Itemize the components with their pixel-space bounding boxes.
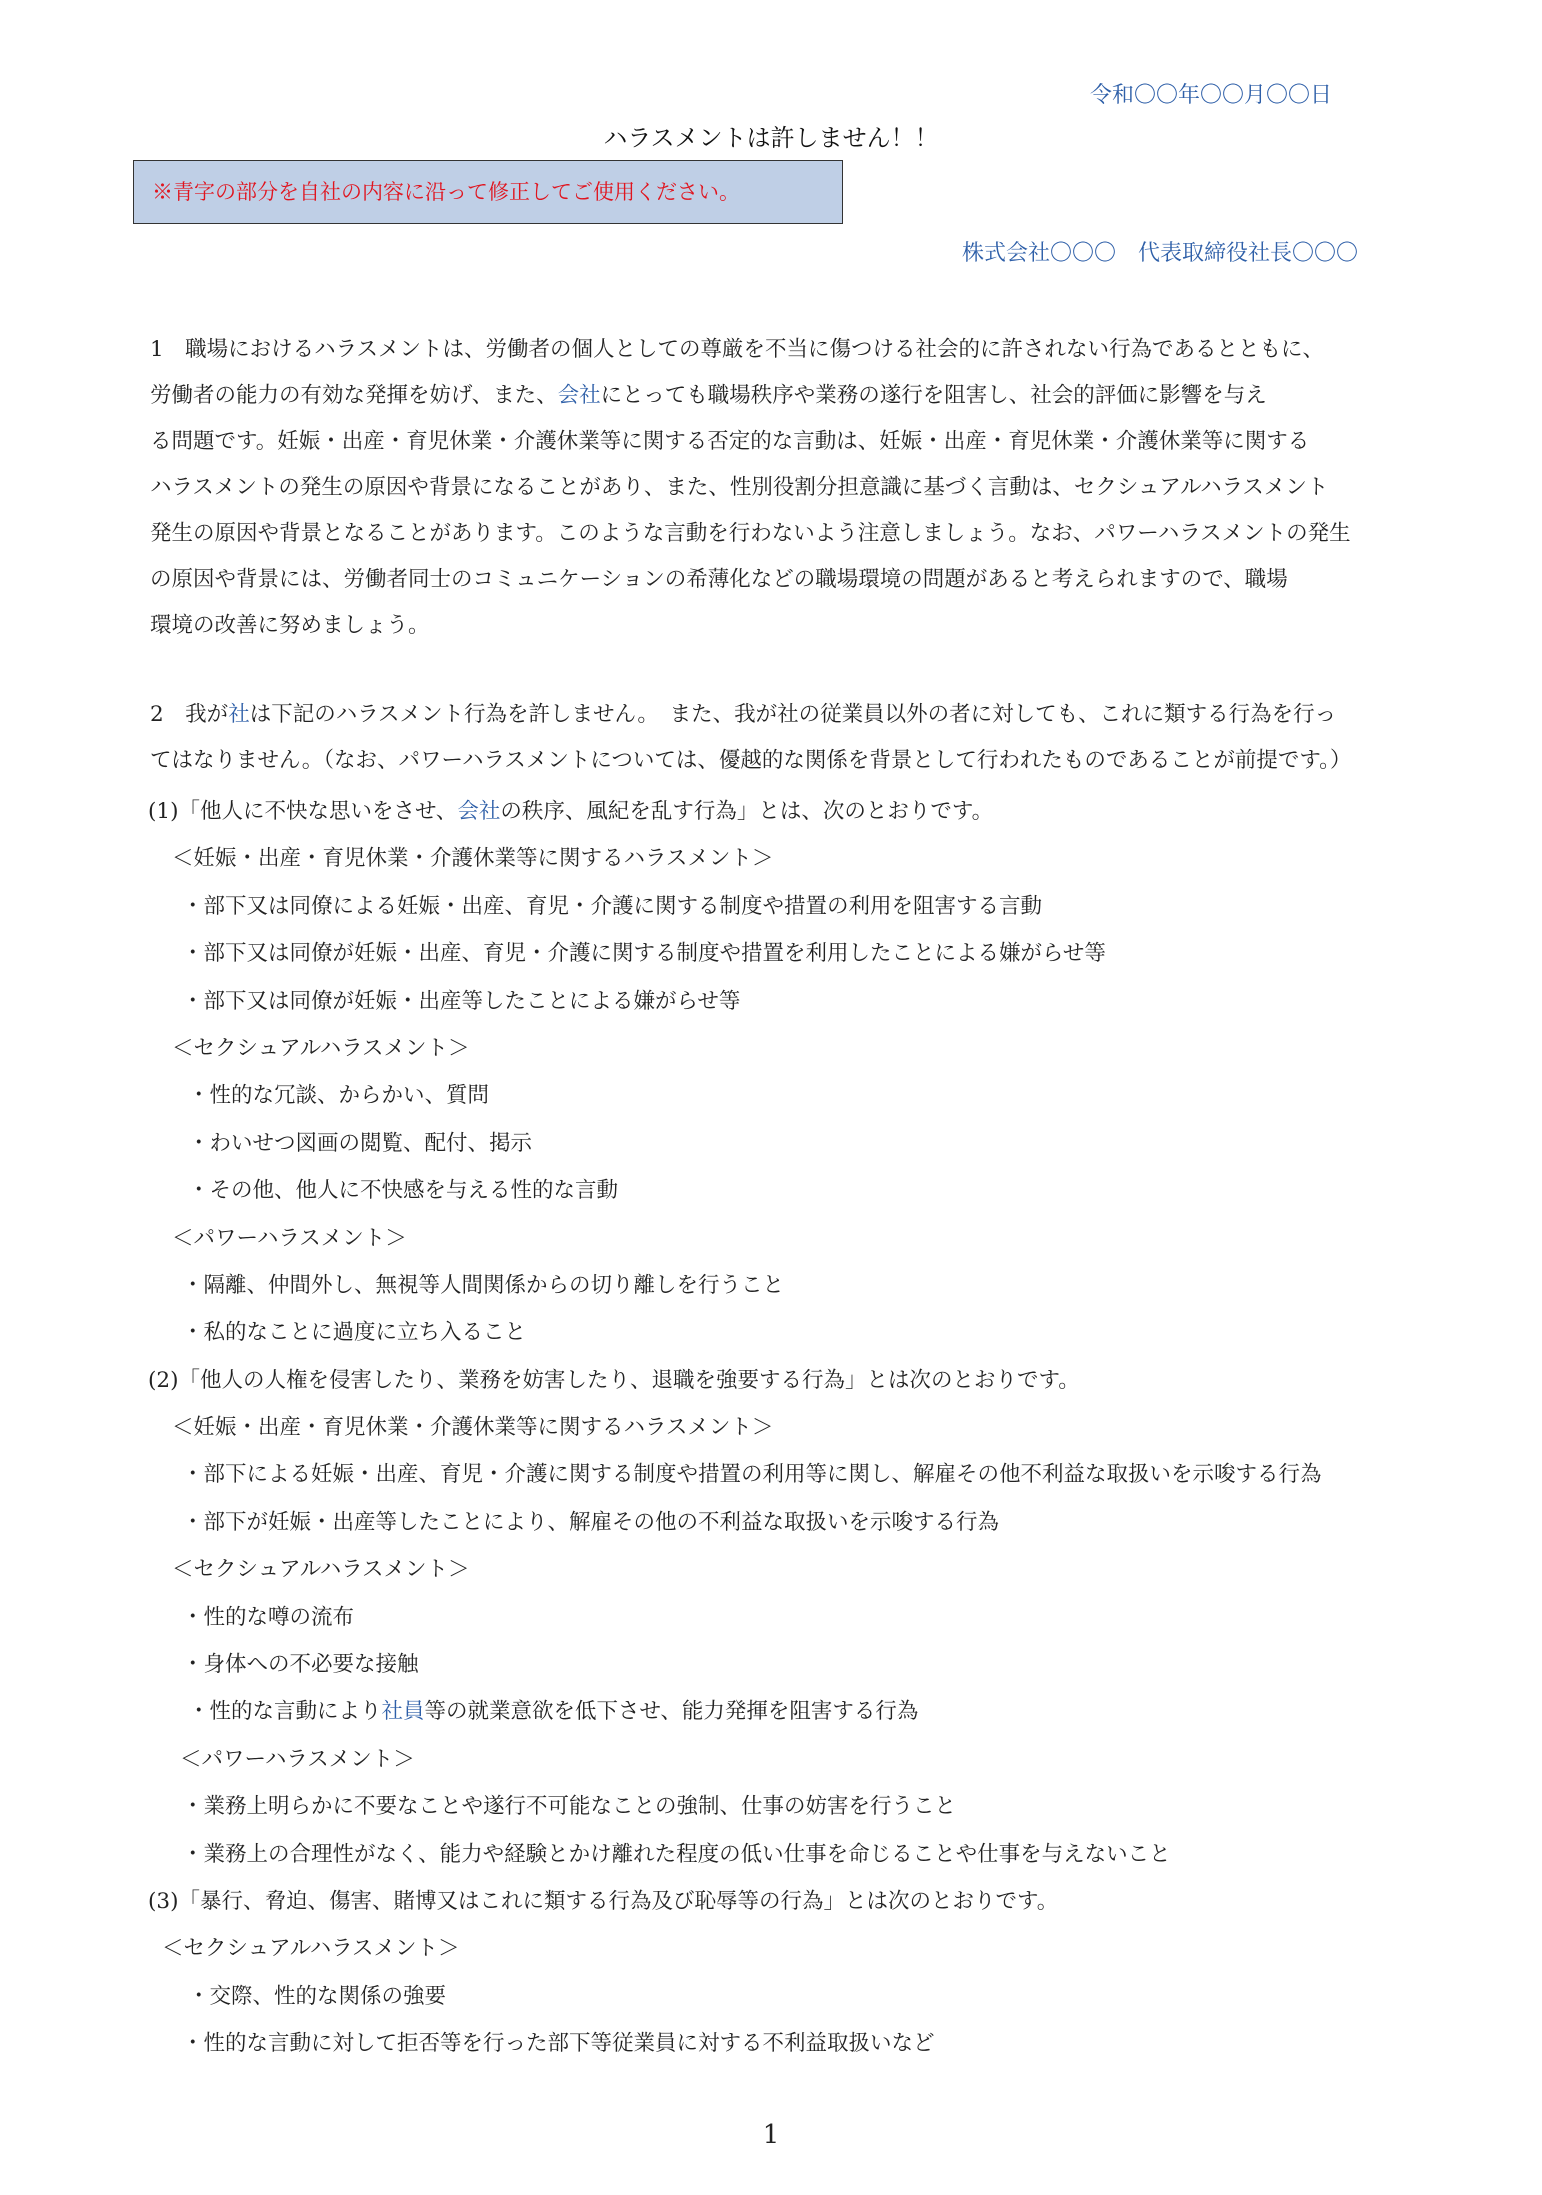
list-item-text: ＜セクシュアルハラスメント＞ bbox=[172, 1557, 470, 1583]
list-item-text: (2)「他人の人権を侵害したり、業務を妨害したり、退職を強要する行為」とは次のとおりです。 bbox=[148, 1367, 1080, 1393]
edit-notice-box bbox=[133, 160, 843, 224]
list-item-text: ・部下又は同僚が妊娠・出産、育児・介護に関する制度や措置を利用したことによる嫌がらせ等 bbox=[182, 941, 1106, 967]
list-item-text: ＜パワーハラスメント＞ bbox=[180, 1746, 415, 1772]
list-item-text: ・交際、性的な関係の強要 bbox=[188, 1983, 447, 2009]
list-item-text: 等の就業意欲を低下させ、能力発揮を阻害する行為 bbox=[424, 1699, 919, 1725]
list-heading bbox=[148, 1357, 1488, 1404]
list-item-text: ＜セクシュアルハラスメント＞ bbox=[162, 1936, 460, 1962]
document-title: ハラスメントは許しません！！ bbox=[603, 124, 939, 152]
paragraph-line: 2 我が社は下記のハラスメント行為を許しません。 また、我が社の従業員以外の者に対しても、これに類する行為を行っ bbox=[150, 702, 1337, 727]
list-category bbox=[148, 1404, 1488, 1451]
list-item bbox=[148, 1309, 1488, 1356]
list-item bbox=[148, 883, 1488, 930]
list-item-text: ＜セクシュアルハラスメント＞ bbox=[172, 1035, 470, 1061]
paragraph-line: 環境の改善に努めましょう。 bbox=[150, 613, 430, 638]
list-item bbox=[148, 1594, 1488, 1641]
editable-company-term: 会社 bbox=[457, 799, 501, 824]
paragraph-line: 発生の原因や背景となることがあります。このような言動を行わないよう注意しましょう。なお、パワーハラスメントの発生 bbox=[150, 521, 1351, 546]
list-item-text: ・業務上の合理性がなく、能力や経験とかけ離れた程度の低い仕事を命じることや仕事を与えないこと bbox=[182, 1841, 1171, 1867]
list-item-text: ・性的な冗談、からかい、質問 bbox=[188, 1083, 490, 1109]
list-item-text: ・私的なことに過度に立ち入ること bbox=[182, 1320, 527, 1346]
list-category bbox=[148, 835, 1488, 882]
list-item bbox=[148, 930, 1488, 977]
paragraph-line: 労働者の能力の有効な発揮を妨げ、また、会社にとっても職場秩序や業務の遂行を阻害し、社会的評価に影響を与え bbox=[150, 383, 1267, 408]
paragraph-line: てはなりません。（なお、パワーハラスメントについては、優越的な関係を背景として行われたものであることが前提です。） bbox=[150, 748, 1352, 773]
list-item-text: ・部下又は同僚による妊娠・出産、育児・介護に関する制度や措置の利用を阻害する言動 bbox=[182, 893, 1043, 919]
document-date: 令和〇〇年〇〇月〇〇日 bbox=[1090, 83, 1333, 108]
list-item-text: ・性的な噂の流布 bbox=[182, 1604, 355, 1630]
list-category bbox=[148, 1736, 1488, 1783]
section-1-paragraph bbox=[150, 327, 1480, 649]
list-category bbox=[148, 1215, 1488, 1262]
list-item bbox=[148, 1072, 1488, 1119]
list-item-text: (1)「他人に不快な思いをさせ、 bbox=[148, 799, 458, 824]
list-item-text: ・部下又は同僚が妊娠・出産等したことによる嫌がらせ等 bbox=[182, 988, 741, 1014]
harassment-item-list bbox=[148, 788, 1488, 2068]
list-item-text: ・部下による妊娠・出産、育児・介護に関する制度や措置の利用等に関し、解雇その他不利益な取扱いを示唆する行為 bbox=[182, 1462, 1322, 1488]
paragraph-line: る問題です。妊娠・出産・育児休業・介護休業等に関する否定的な言動は、妊娠・出産・育児休業・介護休業等に関する bbox=[150, 429, 1310, 454]
list-item-text: の秩序、風紀を乱す行為」とは、次のとおりです。 bbox=[500, 799, 994, 824]
list-item bbox=[148, 1451, 1488, 1498]
list-item bbox=[148, 1499, 1488, 1546]
list-item-text: ・身体への不必要な接触 bbox=[182, 1652, 419, 1678]
list-heading bbox=[148, 788, 1488, 835]
list-item bbox=[148, 1167, 1488, 1214]
editable-company-term: 社員 bbox=[381, 1699, 425, 1725]
list-item-text: ＜妊娠・出産・育児休業・介護休業等に関するハラスメント＞ bbox=[172, 846, 774, 872]
list-item bbox=[148, 1688, 1488, 1735]
list-item bbox=[148, 1973, 1488, 2020]
list-item bbox=[148, 1641, 1488, 1688]
paragraph-line: 1 職場におけるハラスメントは、労働者の個人としての尊厳を不当に傷つける社会的に許されない行為であるとともに、 bbox=[150, 337, 1325, 362]
company-signature: 株式会社〇〇〇 代表取締役社長〇〇〇 bbox=[962, 241, 1359, 266]
list-item-text: ・業務上明らかに不要なことや遂行不可能なことの強制、仕事の妨害を行うこと bbox=[182, 1794, 957, 1820]
list-item bbox=[148, 1831, 1488, 1878]
list-item bbox=[148, 2020, 1488, 2067]
list-item-text: ＜妊娠・出産・育児休業・介護休業等に関するハラスメント＞ bbox=[172, 1415, 774, 1441]
list-category bbox=[148, 1925, 1488, 1972]
list-item bbox=[148, 978, 1488, 1025]
list-item-text: ・その他、他人に不快感を与える性的な言動 bbox=[188, 1178, 619, 1204]
edit-notice-text: ※青字の部分を自社の内容に沿って修正してご使用ください。 bbox=[152, 180, 740, 204]
list-item-text: ＜パワーハラスメント＞ bbox=[172, 1225, 407, 1251]
list-heading bbox=[148, 1878, 1488, 1925]
list-category bbox=[148, 1025, 1488, 1072]
list-item-text: ・わいせつ図画の閲覧、配付、掲示 bbox=[188, 1130, 533, 1156]
list-item-text: ・性的な言動により bbox=[188, 1699, 382, 1725]
editable-company-term: 会社 bbox=[557, 383, 601, 408]
page-number: 1 bbox=[762, 2120, 780, 2150]
section-2-paragraph bbox=[150, 692, 1480, 784]
list-category bbox=[148, 1546, 1488, 1593]
list-item-text: ・性的な言動に対して拒否等を行った部下等従業員に対する不利益取扱いなど bbox=[182, 2031, 935, 2057]
list-item bbox=[148, 1783, 1488, 1830]
editable-company-term: 社 bbox=[228, 702, 250, 727]
list-item bbox=[148, 1120, 1488, 1167]
list-item-text: ・隔離、仲間外し、無視等人間関係からの切り離しを行うこと bbox=[182, 1272, 785, 1298]
list-item-text: ・部下が妊娠・出産等したことにより、解雇その他の不利益な取扱いを示唆する行為 bbox=[182, 1509, 1000, 1535]
list-item-text: (3)「暴行、脅迫、傷害、賭博又はこれに類する行為及び恥辱等の行為」とは次のとおりです。 bbox=[148, 1888, 1059, 1914]
list-item bbox=[148, 1262, 1488, 1309]
paragraph-line: ハラスメントの発生の原因や背景になることがあり、また、性別役割分担意識に基づく言動は、セクシュアルハラスメント bbox=[150, 475, 1329, 500]
paragraph-line: の原因や背景には、労働者同士のコミュニケーションの希薄化などの職場環境の問題があると考えられますので、職場 bbox=[150, 567, 1288, 592]
